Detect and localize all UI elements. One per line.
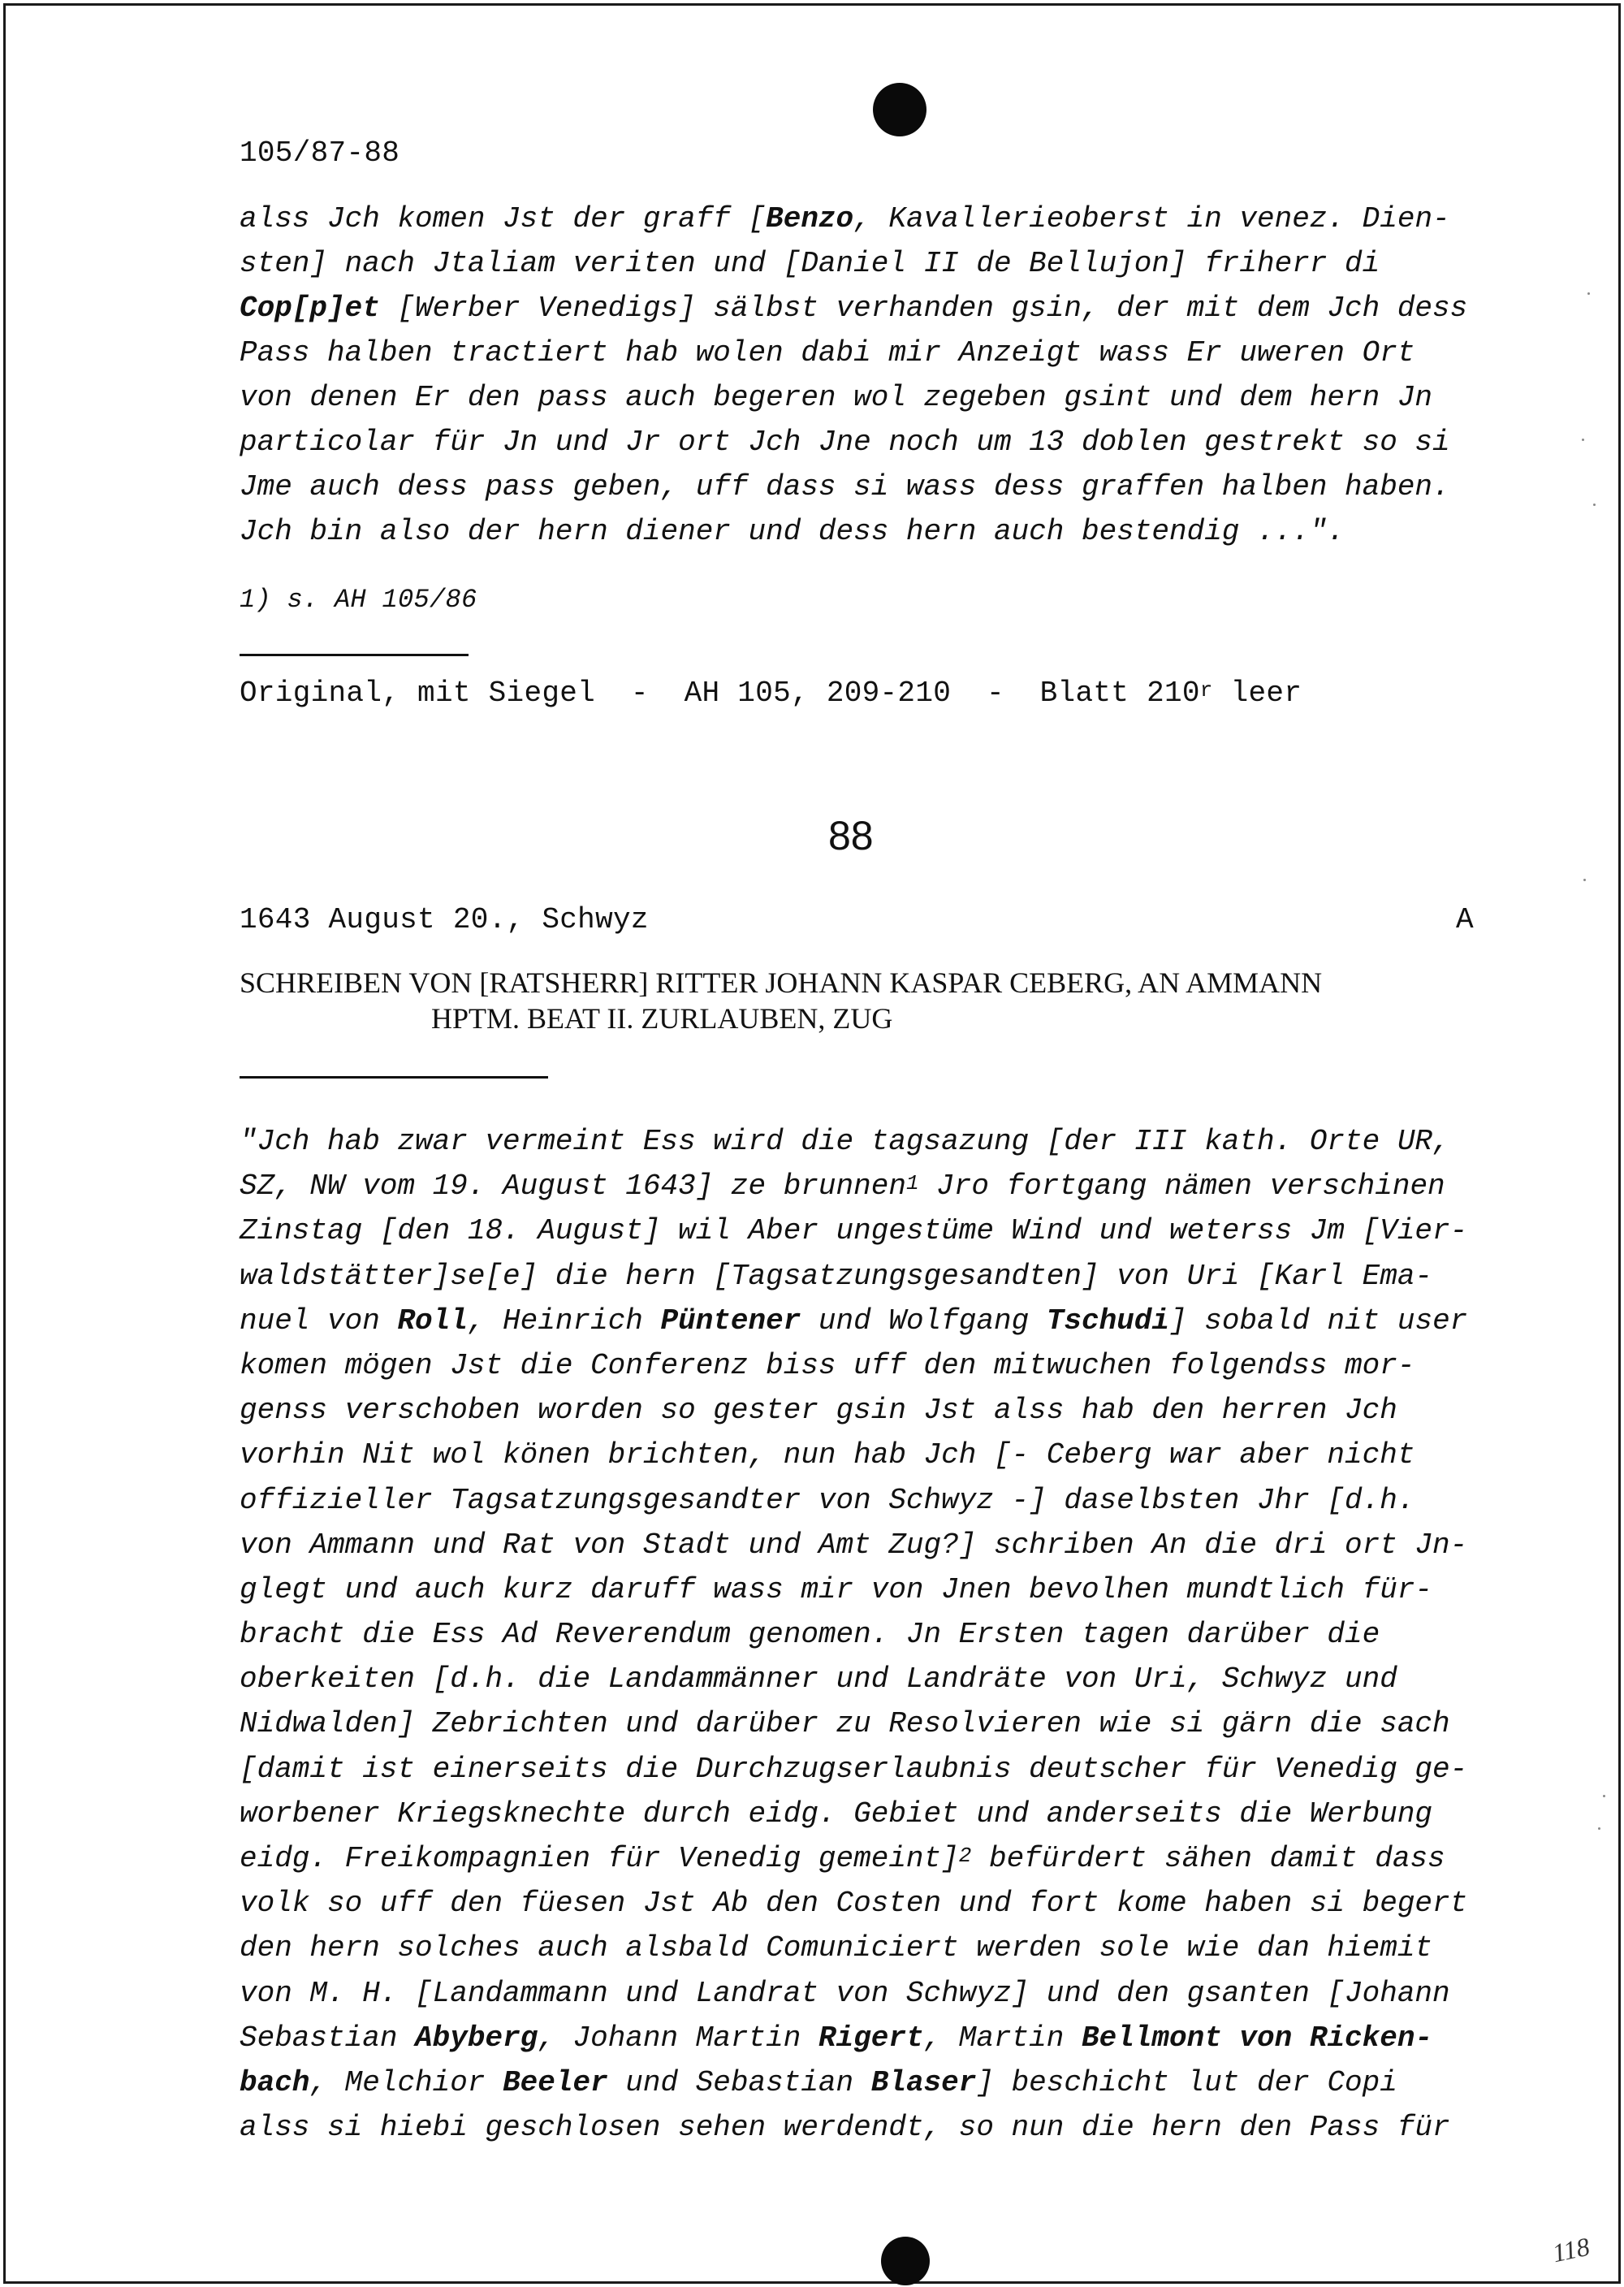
source-line-suffix: leer [1212, 677, 1302, 710]
text-line: "Jch hab zwar vermeint Ess wird die tagsazung [der III kath. Orte UR, [240, 1125, 1450, 1158]
text-line: von M. H. [Landammann und Landrat von Schwyz] und den gsanten [Johann [240, 1976, 1450, 2010]
archive-reference: 105/87-88 [240, 136, 400, 170]
punch-hole-top [873, 83, 926, 136]
text-line: Nidwalden] Zebrichten und darüber zu Resolvieren wie si gärn die sach [240, 1707, 1450, 1741]
text-line: genss verschoben worden so gester gsin Jst alss hab den herren Jch [240, 1394, 1397, 1428]
text-line: sten] nach Jtaliam veriten und [Daniel II de Bellujon] friherr di [240, 247, 1380, 280]
footnote-1: 1) s. AH 105/86 [240, 585, 477, 615]
text-line: Jch bin also der hern diener und dess hern auch bestendig ...". [240, 515, 1345, 548]
scan-speck [1582, 439, 1584, 441]
source-line-superscript: r [1199, 678, 1213, 703]
text-line: alss Jch komen Jst der graff [Benzo, Kavallerieoberst in venez. Dien- [240, 202, 1450, 236]
text-line: Sebastian Abyberg, Johann Martin Rigert, Martin Bellmont von Ricken- [240, 2021, 1433, 2055]
text-line: eidg. Freikompagnien für Venedig gemeint]$^2$ befürdert sähen damit dass [240, 1842, 1445, 1875]
text-line: SZ, NW vom 19. August 1643] ze brunnen$^1$ Jro fortgang nämen verschinen [240, 1169, 1445, 1204]
text-line: offizieller Tagsatzungsgesandter von Schwyz -] daselbsten Jhr [d.h. [240, 1483, 1415, 1517]
document-heading [240, 965, 1322, 1036]
heading-line-2: HPTM. BEAT II. ZURLAUBEN, ZUG [431, 1002, 893, 1035]
text-line: Cop[p]et [Werber Venedigs] sälbst verhanden gsin, der mit dem Jch dess [240, 292, 1468, 325]
letter-87-text [240, 197, 1467, 554]
scan-speck [1593, 504, 1596, 506]
text-line: nuel von Roll, Heinrich Püntener und Wolfgang Tschudi] sobald nit user [240, 1303, 1468, 1338]
document-number: 88 [828, 813, 874, 858]
text-line: Zinstag [den 18. August] wil Aber ungestüme Wind und weterss Jm [Vier- [240, 1214, 1468, 1248]
source-line-text: Original, mit Siegel - AH 105, 209-210 - Blatt 210 [240, 677, 1200, 710]
text-line: bracht die Ess Ad Reverendum genomen. Jn Ersten tagen darüber die [240, 1618, 1380, 1652]
text-line: vorhin Nit wol könen brichten, nun hab Jch [- Ceberg war aber nicht [240, 1438, 1415, 1472]
text-line: waldstätter]se[e] die hern [Tagsatzungsgesandten] von Uri [Karl Ema- [240, 1259, 1433, 1293]
scan-speck [1598, 1827, 1600, 1830]
letter-88-text [240, 1119, 1467, 2150]
source-line [240, 677, 1302, 710]
document-type-letter: A [1456, 903, 1474, 936]
heading-line-1: SCHREIBEN VON [RATSHERR] RITTER JOHANN KASPAR CEBERG, AN AMMANN [240, 966, 1323, 999]
punch-hole-bottom [881, 2237, 930, 2285]
scan-speck [1587, 292, 1590, 295]
text-line: von denen Er den pass auch begeren wol zegeben gsint und dem hern Jn [240, 381, 1433, 414]
text-line: von Ammann und Rat von Stadt und Amt Zug?] schriben An die dri ort Jn- [240, 1528, 1468, 1562]
text-line: den hern solches auch alsbald Comuniciert werden sole wie dan hiemit [240, 1931, 1433, 1965]
text-line: [damit ist einerseits die Durchzugserlaubnis deutscher für Venedig ge- [240, 1752, 1468, 1786]
folio-mark: 118 [1549, 2231, 1592, 2268]
text-line: glegt und auch kurz daruff wass mir von Jnen bevolhen mundtlich für- [240, 1572, 1433, 1606]
text-line: Pass halben tractiert hab wolen dabi mir Anzeigt wass Er uweren Ort [240, 336, 1415, 370]
text-line: particolar für Jn und Jr ort Jch Jne noch um 13 doblen gestrekt so si [240, 426, 1450, 459]
text-line: bach, Melchior Beeler und Sebastian Blaser] beschicht lut der Copi [240, 2065, 1397, 2099]
scan-speck [1603, 1795, 1605, 1797]
scan-speck [1583, 879, 1586, 881]
text-line: Jme auch dess pass geben, uff dass si wass dess graffen halben haben. [240, 470, 1450, 504]
text-line: volk so uff den füesen Jst Ab den Costen und fort kome haben si begert [240, 1887, 1468, 1921]
footnote-separator [240, 654, 469, 656]
text-line: komen mögen Jst die Conferenz biss uff den mitwuchen folgendss mor- [240, 1348, 1415, 1382]
heading-separator [240, 1076, 548, 1079]
text-line: oberkeiten [d.h. die Landammänner und Landräte von Uri, Schwyz und [240, 1662, 1397, 1697]
text-line: worbener Kriegsknechte durch eidg. Gebiet und anderseits die Werbung [240, 1796, 1433, 1831]
text-line: alss si hiebi geschlosen sehen werdendt, so nun die hern den Pass für [240, 2111, 1450, 2145]
date-place: 1643 August 20., Schwyz [240, 903, 649, 936]
